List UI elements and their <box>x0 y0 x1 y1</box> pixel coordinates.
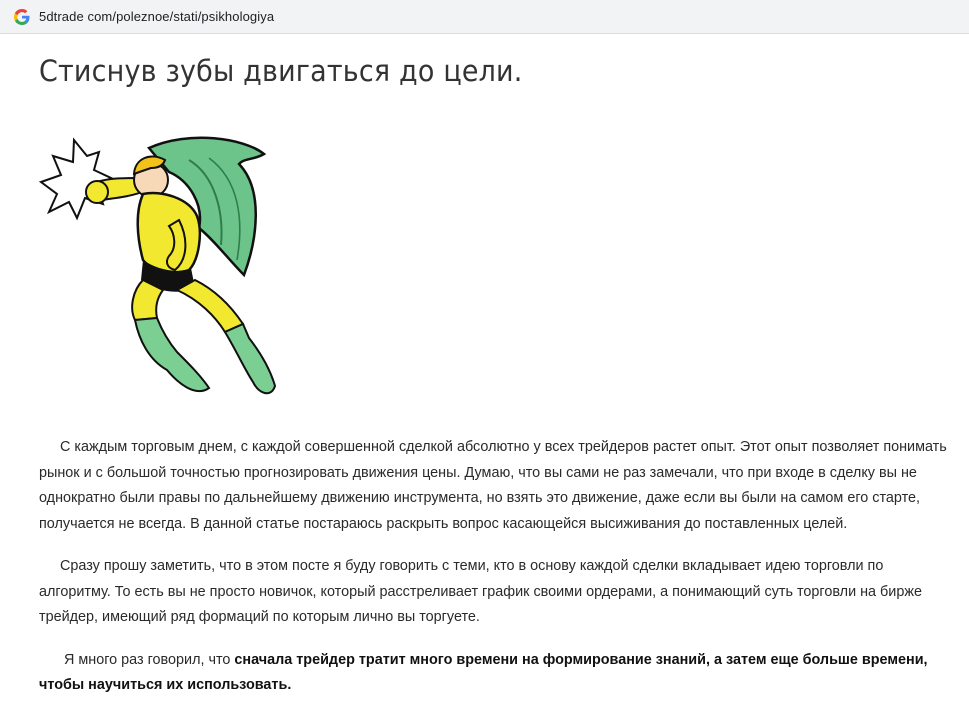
article-title: Стиснув зубы двигаться до цели. <box>39 54 523 88</box>
paragraph-plain: Я много раз говорил, что <box>64 651 235 668</box>
impact-burst <box>41 140 111 218</box>
article-body <box>39 435 959 716</box>
paragraph: Сразу прошу заметить, что в этом посте я буду говорить с теми, кто в основу каждой сделки вкладывает идею торговли по алгоритму. То есть вы не просто новичок, который расстреливает график своими ордерами, а понимающий суть торговли на бирже трейдер, имеющий ряд формаций по которым лично вы торгуете. <box>39 558 922 625</box>
address-bar[interactable] <box>0 0 969 34</box>
hero-boot-back <box>225 324 275 393</box>
hero-boot-front <box>135 318 209 391</box>
paragraph <box>39 648 959 699</box>
paragraph-bold: сначала трейдер тратит много времени на формирование знаний, а затем еще больше времени, чтобы научиться их использовать. <box>39 651 928 693</box>
hero-fist <box>86 181 108 203</box>
url-text[interactable]: 5dtrade com/poleznoe/stati/psikhologiya <box>39 9 275 24</box>
google-icon <box>14 9 30 25</box>
superhero-illustration <box>39 120 309 405</box>
hero-leg-back <box>177 280 243 332</box>
paragraph: С каждым торговым днем, с каждой совершенной сделкой абсолютно у всех трейдеров растет опыт. Этот опыт позволяет понимать рынок и с большой точностью прогнозировать движения цены. Думаю, что вы сами не раз замечали, что при входе в сделку вы не однократно были правы по дальнейшему движению инструмента, но взять это движение, даже если вы были на самом его старте, получается не всегда. В данной статье постараюсь раскрыть вопрос касающейся высиживания до поставленных целей. <box>39 439 947 532</box>
article <box>0 34 969 693</box>
